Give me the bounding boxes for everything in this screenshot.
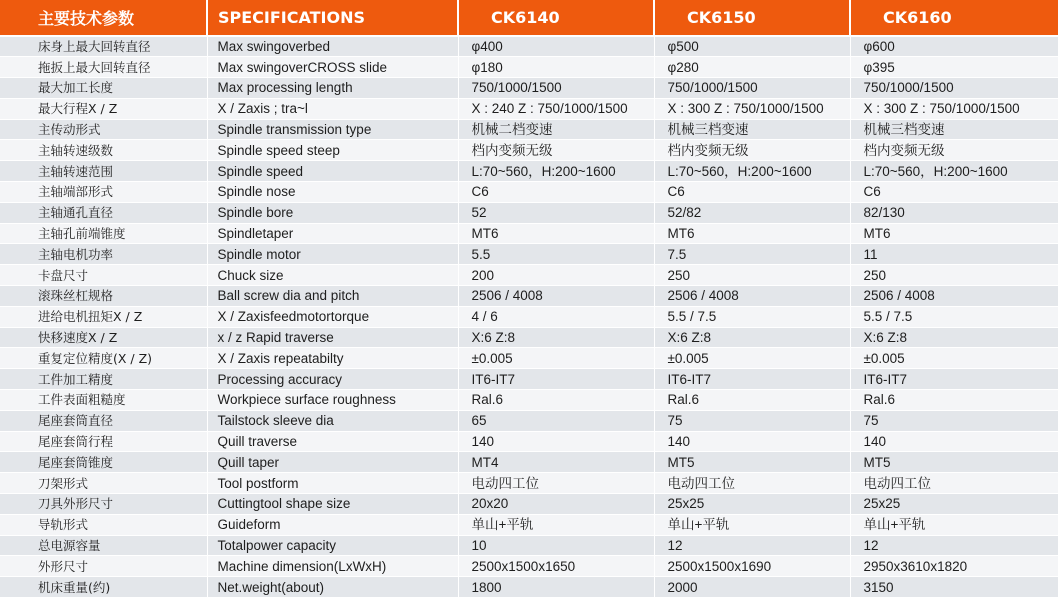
table-row bbox=[0, 140, 1058, 161]
value-ck6160: X : 300 Z : 750/1000/1500 bbox=[850, 98, 1058, 119]
value-ck6160: 11 bbox=[850, 244, 1058, 265]
value-ck6140: 20x20 bbox=[458, 494, 654, 515]
row-label-en: Spindle transmission type bbox=[207, 119, 458, 140]
row-label-en: Chuck size bbox=[207, 265, 458, 286]
row-label-cn: 导轨形式 bbox=[0, 514, 207, 535]
value-ck6160: 5.5 / 7.5 bbox=[850, 306, 1058, 327]
value-ck6140: 1800 bbox=[458, 577, 654, 598]
row-label-en: Workpiece surface roughness bbox=[207, 390, 458, 411]
value-ck6150: 75 bbox=[654, 410, 850, 431]
row-label-cn: 主轴电机功率 bbox=[0, 244, 207, 265]
row-label-en: Spindle motor bbox=[207, 244, 458, 265]
table-row bbox=[0, 98, 1058, 119]
table-row bbox=[0, 556, 1058, 577]
row-label-en: Spindle speed bbox=[207, 161, 458, 182]
table-row bbox=[0, 265, 1058, 286]
value-ck6160: φ600 bbox=[850, 36, 1058, 57]
row-label-cn: 主轴端部形式 bbox=[0, 182, 207, 203]
value-ck6140: 750/1000/1500 bbox=[458, 78, 654, 99]
value-ck6140: 2506 / 4008 bbox=[458, 286, 654, 307]
value-ck6160: 电动四工位 bbox=[850, 473, 1058, 494]
value-ck6160: 2506 / 4008 bbox=[850, 286, 1058, 307]
row-label-cn: 外形尺寸 bbox=[0, 556, 207, 577]
row-label-cn: 最大加工长度 bbox=[0, 78, 207, 99]
value-ck6150: MT5 bbox=[654, 452, 850, 473]
row-label-cn: 刀架形式 bbox=[0, 473, 207, 494]
value-ck6150: 750/1000/1500 bbox=[654, 78, 850, 99]
row-label-en: Spindle nose bbox=[207, 182, 458, 203]
value-ck6140: 10 bbox=[458, 535, 654, 556]
table-row bbox=[0, 452, 1058, 473]
row-label-en: Quill taper bbox=[207, 452, 458, 473]
row-label-en: Net.weight(about) bbox=[207, 577, 458, 598]
value-ck6150: MT6 bbox=[654, 223, 850, 244]
row-label-en: Spindletaper bbox=[207, 223, 458, 244]
value-ck6140: MT4 bbox=[458, 452, 654, 473]
header-model-ck6150: CK6150 bbox=[654, 0, 850, 36]
value-ck6140: 65 bbox=[458, 410, 654, 431]
value-ck6150: Ral.6 bbox=[654, 390, 850, 411]
row-label-cn: 机床重量(约) bbox=[0, 577, 207, 598]
row-label-cn: 主轴通孔直径 bbox=[0, 202, 207, 223]
table-row bbox=[0, 535, 1058, 556]
row-label-cn: 工件表面粗糙度 bbox=[0, 390, 207, 411]
value-ck6160: C6 bbox=[850, 182, 1058, 203]
value-ck6160: 12 bbox=[850, 535, 1058, 556]
table-row bbox=[0, 577, 1058, 598]
value-ck6140: X : 240 Z : 750/1000/1500 bbox=[458, 98, 654, 119]
row-label-en: Cuttingtool shape size bbox=[207, 494, 458, 515]
value-ck6140: 52 bbox=[458, 202, 654, 223]
value-ck6160: 750/1000/1500 bbox=[850, 78, 1058, 99]
row-label-en: Tailstock sleeve dia bbox=[207, 410, 458, 431]
value-ck6150: φ280 bbox=[654, 57, 850, 78]
value-ck6150: 7.5 bbox=[654, 244, 850, 265]
table-row bbox=[0, 223, 1058, 244]
value-ck6160: IT6-IT7 bbox=[850, 369, 1058, 390]
value-ck6140: φ400 bbox=[458, 36, 654, 57]
value-ck6140: 档内变频无级 bbox=[458, 140, 654, 161]
table-row bbox=[0, 182, 1058, 203]
table-row bbox=[0, 286, 1058, 307]
value-ck6150: 2500x1500x1690 bbox=[654, 556, 850, 577]
row-label-cn: 工件加工精度 bbox=[0, 369, 207, 390]
row-label-en: X / Zaxis repeatabilty bbox=[207, 348, 458, 369]
row-label-en: Guideform bbox=[207, 514, 458, 535]
value-ck6150: 140 bbox=[654, 431, 850, 452]
value-ck6140: 5.5 bbox=[458, 244, 654, 265]
value-ck6160: Ral.6 bbox=[850, 390, 1058, 411]
value-ck6140: 2500x1500x1650 bbox=[458, 556, 654, 577]
value-ck6150: 12 bbox=[654, 535, 850, 556]
row-label-cn: 主轴孔前端锥度 bbox=[0, 223, 207, 244]
value-ck6150: ±0.005 bbox=[654, 348, 850, 369]
value-ck6140: 电动四工位 bbox=[458, 473, 654, 494]
value-ck6160: ±0.005 bbox=[850, 348, 1058, 369]
value-ck6160: MT5 bbox=[850, 452, 1058, 473]
row-label-cn: 主轴转速范围 bbox=[0, 161, 207, 182]
value-ck6160: 2950x3610x1820 bbox=[850, 556, 1058, 577]
row-label-cn: 进给电机扭矩X / Z bbox=[0, 306, 207, 327]
value-ck6160: MT6 bbox=[850, 223, 1058, 244]
table-row bbox=[0, 78, 1058, 99]
value-ck6160: L:70~560，H:200~1600 bbox=[850, 161, 1058, 182]
row-label-en: Tool postform bbox=[207, 473, 458, 494]
value-ck6150: 档内变频无级 bbox=[654, 140, 850, 161]
row-label-en: x / z Rapid traverse bbox=[207, 327, 458, 348]
row-label-en: Processing accuracy bbox=[207, 369, 458, 390]
table-row bbox=[0, 514, 1058, 535]
row-label-cn: 刀具外形尺寸 bbox=[0, 494, 207, 515]
value-ck6150: X : 300 Z : 750/1000/1500 bbox=[654, 98, 850, 119]
row-label-en: Ball screw dia and pitch bbox=[207, 286, 458, 307]
row-label-cn: 滚珠丝杠规格 bbox=[0, 286, 207, 307]
header-cn-title: 主要技术参数 bbox=[0, 0, 207, 36]
value-ck6160: 140 bbox=[850, 431, 1058, 452]
value-ck6140: 机械二档变速 bbox=[458, 119, 654, 140]
row-label-cn: 床身上最大回转直径 bbox=[0, 36, 207, 57]
header-specifications: SPECIFICATIONS bbox=[207, 0, 458, 36]
row-label-cn: 卡盘尺寸 bbox=[0, 265, 207, 286]
value-ck6150: 52/82 bbox=[654, 202, 850, 223]
row-label-en: Quill traverse bbox=[207, 431, 458, 452]
value-ck6160: φ395 bbox=[850, 57, 1058, 78]
table-body bbox=[0, 36, 1058, 598]
row-label-cn: 重复定位精度(X / Z) bbox=[0, 348, 207, 369]
table-row bbox=[0, 244, 1058, 265]
value-ck6140: ±0.005 bbox=[458, 348, 654, 369]
value-ck6160: 机械三档变速 bbox=[850, 119, 1058, 140]
value-ck6160: X:6 Z:8 bbox=[850, 327, 1058, 348]
row-label-en: Machine dimension(LxWxH) bbox=[207, 556, 458, 577]
table-row bbox=[0, 327, 1058, 348]
value-ck6140: MT6 bbox=[458, 223, 654, 244]
header-model-ck6140: CK6140 bbox=[458, 0, 654, 36]
value-ck6150: 25x25 bbox=[654, 494, 850, 515]
table-row bbox=[0, 161, 1058, 182]
value-ck6140: X:6 Z:8 bbox=[458, 327, 654, 348]
value-ck6140: IT6-IT7 bbox=[458, 369, 654, 390]
value-ck6160: 82/130 bbox=[850, 202, 1058, 223]
value-ck6150: 2000 bbox=[654, 577, 850, 598]
row-label-en: X / Zaxisfeedmotortorque bbox=[207, 306, 458, 327]
table-row bbox=[0, 202, 1058, 223]
table-row bbox=[0, 369, 1058, 390]
table-row bbox=[0, 119, 1058, 140]
row-label-cn: 最大行程X / Z bbox=[0, 98, 207, 119]
table-row bbox=[0, 473, 1058, 494]
value-ck6150: 2506 / 4008 bbox=[654, 286, 850, 307]
value-ck6160: 3150 bbox=[850, 577, 1058, 598]
value-ck6140: φ180 bbox=[458, 57, 654, 78]
table-row bbox=[0, 494, 1058, 515]
row-label-cn: 尾座套筒行程 bbox=[0, 431, 207, 452]
value-ck6140: 140 bbox=[458, 431, 654, 452]
value-ck6160: 75 bbox=[850, 410, 1058, 431]
row-label-en: Max processing length bbox=[207, 78, 458, 99]
row-label-en: Totalpower capacity bbox=[207, 535, 458, 556]
value-ck6150: φ500 bbox=[654, 36, 850, 57]
row-label-cn: 快移速度X / Z bbox=[0, 327, 207, 348]
table-row bbox=[0, 348, 1058, 369]
value-ck6150: 5.5 / 7.5 bbox=[654, 306, 850, 327]
row-label-cn: 尾座套筒锥度 bbox=[0, 452, 207, 473]
table-row bbox=[0, 57, 1058, 78]
table-row bbox=[0, 431, 1058, 452]
value-ck6140: L:70~560，H:200~1600 bbox=[458, 161, 654, 182]
row-label-cn: 尾座套筒直径 bbox=[0, 410, 207, 431]
value-ck6150: X:6 Z:8 bbox=[654, 327, 850, 348]
value-ck6150: 电动四工位 bbox=[654, 473, 850, 494]
value-ck6160: 单山+平轨 bbox=[850, 514, 1058, 535]
row-label-cn: 拖扳上最大回转直径 bbox=[0, 57, 207, 78]
table-row bbox=[0, 306, 1058, 327]
row-label-en: X / Zaxis ; tra~l bbox=[207, 98, 458, 119]
row-label-en: Max swingoverbed bbox=[207, 36, 458, 57]
value-ck6150: IT6-IT7 bbox=[654, 369, 850, 390]
value-ck6160: 档内变频无级 bbox=[850, 140, 1058, 161]
row-label-en: Max swingoverCROSS slide bbox=[207, 57, 458, 78]
value-ck6150: 机械三档变速 bbox=[654, 119, 850, 140]
table-row bbox=[0, 36, 1058, 57]
value-ck6150: 单山+平轨 bbox=[654, 514, 850, 535]
row-label-en: Spindle bore bbox=[207, 202, 458, 223]
value-ck6140: Ral.6 bbox=[458, 390, 654, 411]
value-ck6150: L:70~560，H:200~1600 bbox=[654, 161, 850, 182]
header-model-ck6160: CK6160 bbox=[850, 0, 1058, 36]
header-row bbox=[0, 0, 1058, 36]
value-ck6160: 250 bbox=[850, 265, 1058, 286]
value-ck6140: C6 bbox=[458, 182, 654, 203]
value-ck6140: 200 bbox=[458, 265, 654, 286]
table-row bbox=[0, 410, 1058, 431]
value-ck6140: 4 / 6 bbox=[458, 306, 654, 327]
value-ck6150: 250 bbox=[654, 265, 850, 286]
row-label-cn: 主传动形式 bbox=[0, 119, 207, 140]
row-label-en: Spindle speed steep bbox=[207, 140, 458, 161]
value-ck6140: 单山+平轨 bbox=[458, 514, 654, 535]
value-ck6150: C6 bbox=[654, 182, 850, 203]
row-label-cn: 总电源容量 bbox=[0, 535, 207, 556]
row-label-cn: 主轴转速级数 bbox=[0, 140, 207, 161]
table-header bbox=[0, 0, 1058, 36]
value-ck6160: 25x25 bbox=[850, 494, 1058, 515]
table-row bbox=[0, 390, 1058, 411]
